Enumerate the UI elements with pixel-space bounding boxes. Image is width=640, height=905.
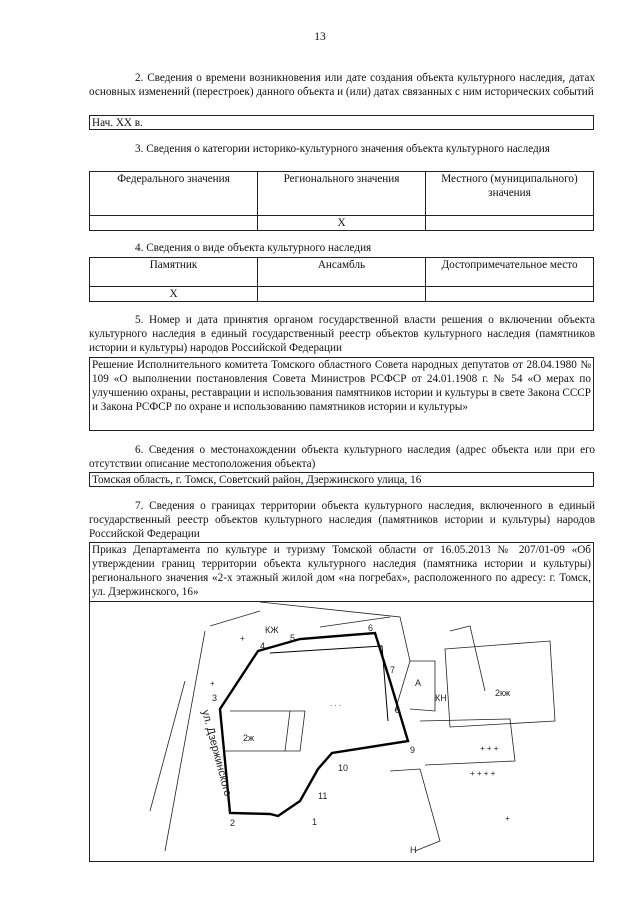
table-cell: X <box>258 216 426 231</box>
map-point-label: 4 <box>260 641 266 651</box>
map-point-label: 9 <box>410 745 416 755</box>
section5-heading: 5. Номер и дата принятия органом государственной власти решения о включении объекта культурного наследия в единый государственный реестр объектов культурного наследия (памятников истории и культуры) народов Российской Федерации <box>89 314 595 354</box>
terrain-mark: + + + + <box>470 769 496 778</box>
terrain-mark: + + + <box>480 744 499 753</box>
section5-value: Решение Исполнительного комитета Томского областного Совета народных депутатов от 28.04.1980 № 109 «О выполнении постановления Совета Министров РСФСР от 24.01.1908 г. № 54 «О мерах по улучшению охраны, реставрации и использования памятников истории и культуры в свете Закона СССР и Закона РСФСР по охране и использованию памятников истории и культуры» <box>89 357 594 431</box>
table-header-cell: Ансамбль <box>258 258 426 287</box>
neighbor-lot-line <box>390 769 440 851</box>
section4-heading: 4. Сведения о виде объекта культурного наследия <box>135 242 372 254</box>
map-point-label: 6 <box>368 623 374 633</box>
neighbor-lot-line <box>210 611 260 626</box>
map-point-label: 10 <box>338 763 349 773</box>
table-cell <box>90 216 258 231</box>
street-edge <box>150 681 185 811</box>
main-building-wing <box>285 711 305 751</box>
table-cell <box>258 287 426 302</box>
table-header-cell: Федерального значения <box>90 172 258 216</box>
section6-value: Томская область, г. Томск, Советский район, Дзержинского улица, 16 <box>89 472 594 487</box>
type-table <box>89 257 594 302</box>
table-header-row <box>90 172 594 216</box>
table-header-cell: Местного (муниципального) значения <box>426 172 594 216</box>
table-header-cell: Памятник <box>90 258 258 287</box>
map-point-label: 2 <box>230 818 236 828</box>
table-row <box>90 216 594 231</box>
map-point-label: 3 <box>212 693 218 703</box>
table-header-row <box>90 258 594 287</box>
terrain-mark: + <box>505 814 510 823</box>
map-point-label: 5 <box>290 633 296 643</box>
terrain-mark: + <box>210 679 215 688</box>
map-building-label: КЖ <box>265 625 279 635</box>
terrain-mark: + <box>240 634 245 643</box>
section2-heading: 2. Сведения о времени возникновения или дате создания объекта культурного наследия, датах основных изменений (перестроек) данного объекта и (или) датах связанных с ним исторических событий <box>89 72 595 98</box>
territory-boundary <box>220 633 408 816</box>
map-point-label: 7 <box>390 665 396 675</box>
section3-heading: 3. Сведения о категории историко-культурного значения объекта культурного наследия <box>135 143 550 155</box>
building-outline <box>270 646 388 721</box>
boundary-map <box>89 601 594 862</box>
map-building-label: А <box>415 678 422 688</box>
section6-heading: 6. Сведения о местонахождении объекта культурного наследия (адрес объекта или при его отсутствии описание местоположения объекта) <box>89 444 595 470</box>
map-point-label: 11 <box>318 791 328 801</box>
section2-value: Нач. XX в. <box>89 115 594 130</box>
neighbor-lot-line <box>260 602 410 711</box>
neighbor-building <box>410 661 435 711</box>
neighbor-building <box>445 641 555 727</box>
main-building-wing <box>225 711 290 751</box>
page-number: 13 <box>314 31 326 43</box>
category-table <box>89 171 594 231</box>
map-building-label: КН <box>435 693 447 703</box>
table-cell <box>426 287 594 302</box>
map-point-label: 8 <box>395 705 401 715</box>
map-point-label: 1 <box>312 817 318 827</box>
neighbor-lot-line <box>320 617 390 627</box>
boundary-map-drawing <box>90 601 593 861</box>
table-header-cell: Достопримечательное место <box>426 258 594 287</box>
section7-value: Приказ Департамента по культуре и туризму Томской области от 16.05.2013 № 207/01-09 «Об утверждении границ территории объекта культурного наследия (памятника истории и культуры) регионального значения «2-х этажный жилой дом «на погребах», расположенного по адресу: г. Томск, ул. Дзержинского, 16» <box>89 542 594 602</box>
table-row <box>90 287 594 302</box>
table-cell: X <box>90 287 258 302</box>
map-street-label: ул. Дзержинского <box>199 708 234 798</box>
neighbor-lot-line <box>450 626 485 691</box>
map-building-label: 2ж <box>243 733 255 743</box>
map-building-label: 2кж <box>495 688 510 698</box>
map-building-label: Н <box>410 845 417 855</box>
section7-heading: 7. Сведения о границах территории объекта культурного наследия, включенного в единый государственный реестр объектов культурного наследия (памятников истории и культуры) народов Российской Федерации <box>89 500 595 540</box>
table-cell <box>426 216 594 231</box>
street-edge <box>165 631 205 851</box>
terrain-mark: . . . <box>330 699 342 708</box>
table-header-cell: Регионального значения <box>258 172 426 216</box>
